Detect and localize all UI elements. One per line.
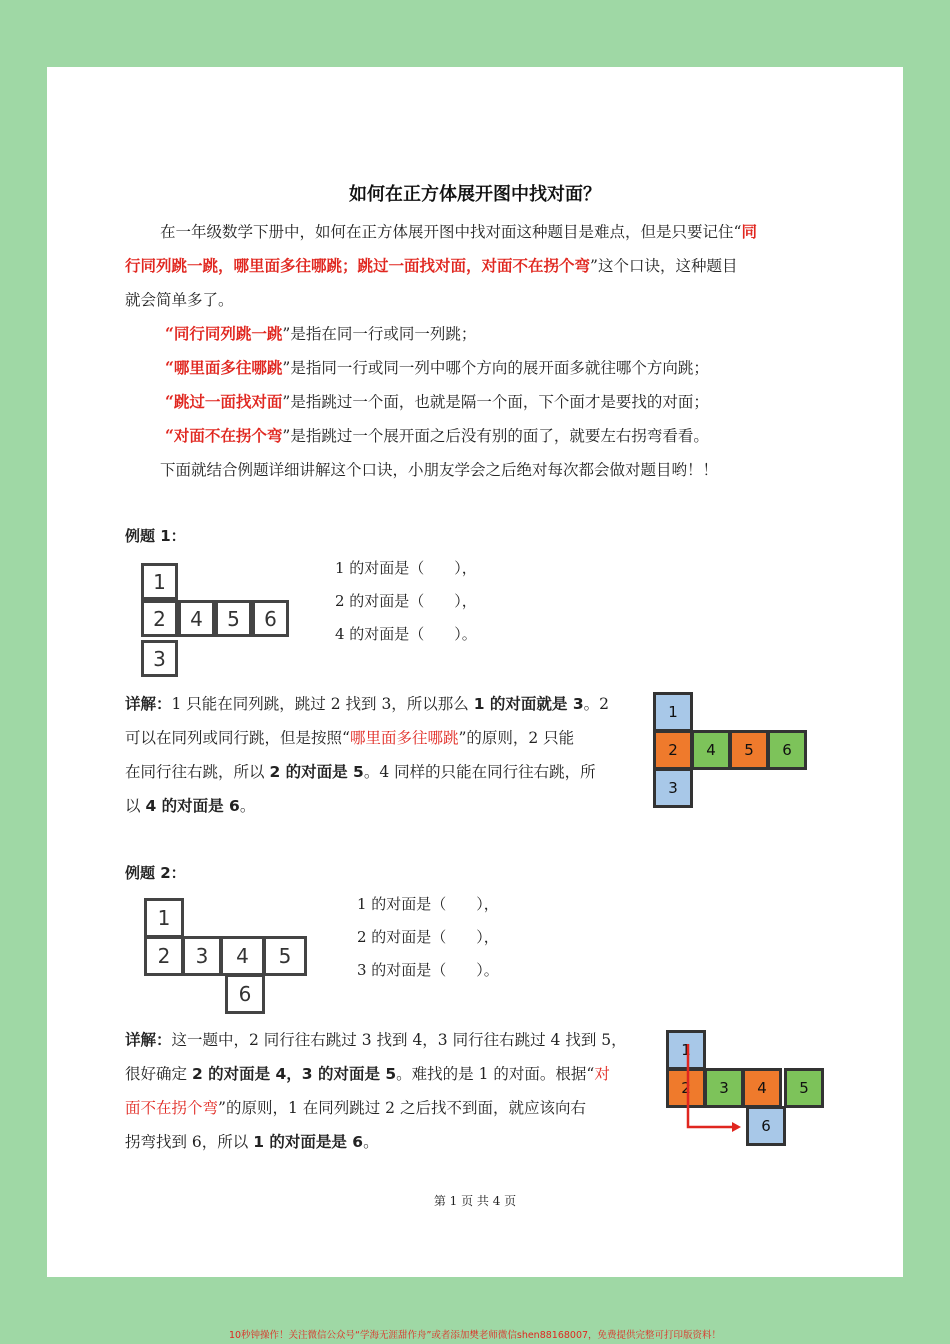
explanation-text: 以 xyxy=(125,797,146,815)
example-2-explanation-line xyxy=(125,1091,586,1125)
example-1-explanation-line xyxy=(125,755,596,789)
explanation-text: 在同行往右跳，所以 xyxy=(125,763,270,781)
page-footer: 第 1 页 共 4 页 xyxy=(433,1194,517,1208)
net-cell: 1 xyxy=(141,563,178,600)
example-2-explanation-line xyxy=(125,1023,627,1057)
net-cell: 2 xyxy=(141,600,178,637)
explanation-text: 这一题中，2 同行往右跳过 3 找到 4，3 同行往右跳过 4 找到 5， xyxy=(171,1031,627,1049)
explanation-text: 很好确定 xyxy=(125,1065,192,1083)
rule-3 xyxy=(165,385,709,419)
rule-phrase: “哪里面多往哪跳 xyxy=(165,358,283,377)
question: 3 的对面是（ ）。 xyxy=(357,961,499,979)
rule-phrase: “对面不在拐个弯 xyxy=(165,426,283,445)
explanation-text: 。难找的是 1 的对面。根据“ xyxy=(396,1065,595,1083)
net-cell: 4 xyxy=(691,730,731,770)
page-title: 如何在正方体展开图中找对面？ xyxy=(349,184,601,205)
rule-4 xyxy=(165,419,709,453)
net-cell: 4 xyxy=(220,936,265,976)
example-2-explanation-line xyxy=(125,1125,379,1159)
mnemonic-text: 面不在拐个弯 xyxy=(125,1099,219,1117)
net-cell: 3 xyxy=(141,640,178,677)
document-page xyxy=(47,67,903,1277)
net-cell: 1 xyxy=(666,1030,706,1070)
example-2-heading: 例题 2： xyxy=(125,864,186,882)
explanation-label: 详解： xyxy=(125,695,172,713)
rule-explanation: ”是指跳过一个展开面之后没有别的面了，就要左右拐弯看看。 xyxy=(282,427,709,445)
explanation-text: ”的原则，2 只能 xyxy=(458,729,575,747)
net-cell: 2 xyxy=(653,730,693,770)
net-cell: 5 xyxy=(215,600,252,637)
question: 1 的对面是（ ）， xyxy=(357,895,499,913)
mnemonic-text: 对 xyxy=(594,1065,610,1083)
explanation-label: 详解： xyxy=(125,1031,172,1049)
net-cell: 5 xyxy=(784,1068,824,1108)
intro-text: 在一年级数学下册中，如何在正方体展开图中找对面这种题目是难点，但是只要记住“ xyxy=(160,223,742,241)
intro-summary: 下面就结合例题详细讲解这个口诀，小朋友学会之后绝对每次都会做对题目哟！！ xyxy=(160,461,719,479)
explanation-text: 。 xyxy=(363,1133,379,1151)
question: 2 的对面是（ ）， xyxy=(335,592,477,610)
net-cell: 6 xyxy=(225,974,265,1014)
net-cell: 1 xyxy=(653,692,693,732)
example-1-explanation-line xyxy=(125,789,255,823)
intro-line-3: 就会简单多了。 xyxy=(125,291,234,309)
explanation-text: ”的原则，1 在同列跳过 2 之后找不到面，就应该向右 xyxy=(218,1099,586,1117)
rule-2 xyxy=(165,351,709,385)
question: 1 的对面是（ ）， xyxy=(335,559,477,577)
explanation-text: 可以在同列或同行跳，但是按照“ xyxy=(125,729,350,747)
mnemonic-text: 行同列跳一跳，哪里面多往哪跳；跳过一面找对面，对面不在拐个弯 xyxy=(125,256,591,275)
example-2-explanation-line xyxy=(125,1057,610,1091)
answer-text: 2 的对面是 4，3 的对面是 5 xyxy=(191,1065,397,1083)
mnemonic-text: 同 xyxy=(741,222,757,241)
intro-line-2 xyxy=(125,249,737,283)
question: 4 的对面是（ ）。 xyxy=(335,625,477,643)
answer-text: 4 的对面是 6 xyxy=(145,797,240,815)
answer-text: 1 的对面是是 6 xyxy=(253,1133,364,1151)
net-cell: 6 xyxy=(252,600,289,637)
explanation-text: 。2 xyxy=(583,695,609,713)
rule-explanation: ”是指跳过一个面，也就是隔一个面，下个面才是要找的对面； xyxy=(282,393,709,411)
net-cell: 4 xyxy=(742,1068,782,1108)
explanation-text: 。4 同样的只能在同行往右跳，所 xyxy=(363,763,596,781)
net-cell: 2 xyxy=(666,1068,706,1108)
net-cell: 3 xyxy=(182,936,222,976)
example-1-explanation-line xyxy=(125,721,574,755)
net-cell: 1 xyxy=(144,898,184,938)
net-cell: 4 xyxy=(178,600,215,637)
turn-arrow-icon xyxy=(666,1030,786,1150)
net-cell: 3 xyxy=(704,1068,744,1108)
rule-explanation: ”是指同一行或同一列中哪个方向的展开面多就往哪个方向跳； xyxy=(282,359,709,377)
question: 2 的对面是（ ）， xyxy=(357,928,499,946)
rule-phrase: “同行同列跳一跳 xyxy=(165,324,283,343)
explanation-text: 拐弯找到 6，所以 xyxy=(125,1133,254,1151)
intro-line-1 xyxy=(160,215,757,249)
net-cell: 5 xyxy=(263,936,307,976)
answer-text: 2 的对面是 5 xyxy=(269,763,364,781)
explanation-text: 。 xyxy=(239,797,256,815)
explanation-text: 1 只能在同列跳，跳过 2 找到 3，所以那么 xyxy=(171,695,474,713)
rule-phrase: “跳过一面找对面 xyxy=(165,392,283,411)
answer-text: 1 的对面就是 3 xyxy=(473,695,584,713)
net-cell: 6 xyxy=(767,730,807,770)
rule-explanation: ”是指在同一行或同一列跳； xyxy=(282,325,477,343)
intro-text: ”这个口诀，这种题目 xyxy=(590,257,738,275)
example-1-heading: 例题 1： xyxy=(125,527,186,545)
rule-1 xyxy=(165,317,476,351)
net-cell: 5 xyxy=(729,730,769,770)
net-cell: 3 xyxy=(653,768,693,808)
promo-banner: 10秒钟操作！关注微信公众号“学海无涯甜作舟”或者添加樊老师微信shen88168007，免费提供完整可打印版资料！ xyxy=(228,1330,722,1341)
example-1-explanation-line xyxy=(125,687,609,721)
net-cell: 2 xyxy=(144,936,184,976)
net-cell: 6 xyxy=(746,1106,786,1146)
mnemonic-text: 哪里面多往哪跳 xyxy=(349,729,459,747)
